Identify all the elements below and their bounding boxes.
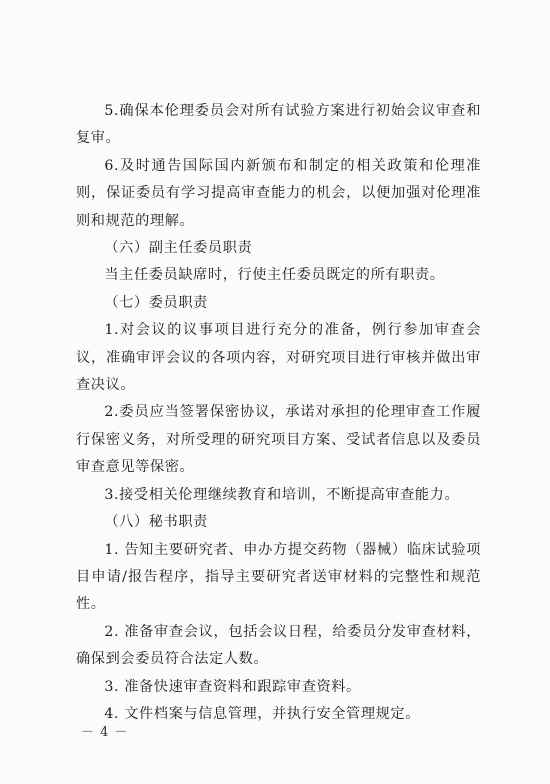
- paragraph-vice-chair-duties: 当主任委员缺席时，行使主任委员既定的所有职责。: [104, 267, 445, 284]
- paragraph-secretary-duty-1: 1. 告知主要研究者、申办方提交药物（器械）临床试验项目申请/报告程序，指导主要研究者送审材料的完整性和规范性。: [76, 541, 481, 613]
- paragraph-item-5-initial-review: 5.确保本伦理委员会对所有试验方案进行初始会议审查和复审。: [76, 103, 481, 147]
- section-heading-member-duties: （七）委员职责: [104, 294, 208, 311]
- paragraph-secretary-duty-4: 4. 文件档案与信息管理，并执行安全管理规定。: [104, 705, 420, 722]
- section-heading-secretary-duties: （八）秘书职责: [104, 514, 208, 531]
- paragraph-secretary-duty-3: 3. 准备快速审查资料和跟踪审查资料。: [104, 678, 361, 695]
- paragraph-member-duty-3: 3.接受相关伦理继续教育和培训，不断提高审查能力。: [104, 486, 460, 503]
- page-number: － 4 －: [81, 725, 129, 740]
- document-body: [76, 98, 481, 728]
- paragraph-item-6-policy-notice: 6.及时通告国际国内新颁布和制定的相关政策和伦理准则，保证委员有学习提高审查能力的机会，以便加强对伦理准则和规范的理解。: [76, 157, 481, 229]
- paragraph-member-duty-2: 2.委员应当签署保密协议，承诺对承担的伦理审查工作履行保密义务，对所受理的研究项目方案、受试者信息以及委员审查意见等保密。: [76, 404, 481, 476]
- paragraph-secretary-duty-2: 2. 准备审查会议，包括会议日程，给委员分发审查材料，确保到会委员符合法定人数。: [76, 623, 481, 668]
- section-heading-vice-chair-duties: （六）副主任委员职责: [104, 240, 253, 257]
- paragraph-member-duty-1: 1.对会议的议事项目进行充分的准备，例行参加审查会议，准确审评会议的各项内容，对研究项目进行审核并做出审查决议。: [76, 322, 481, 394]
